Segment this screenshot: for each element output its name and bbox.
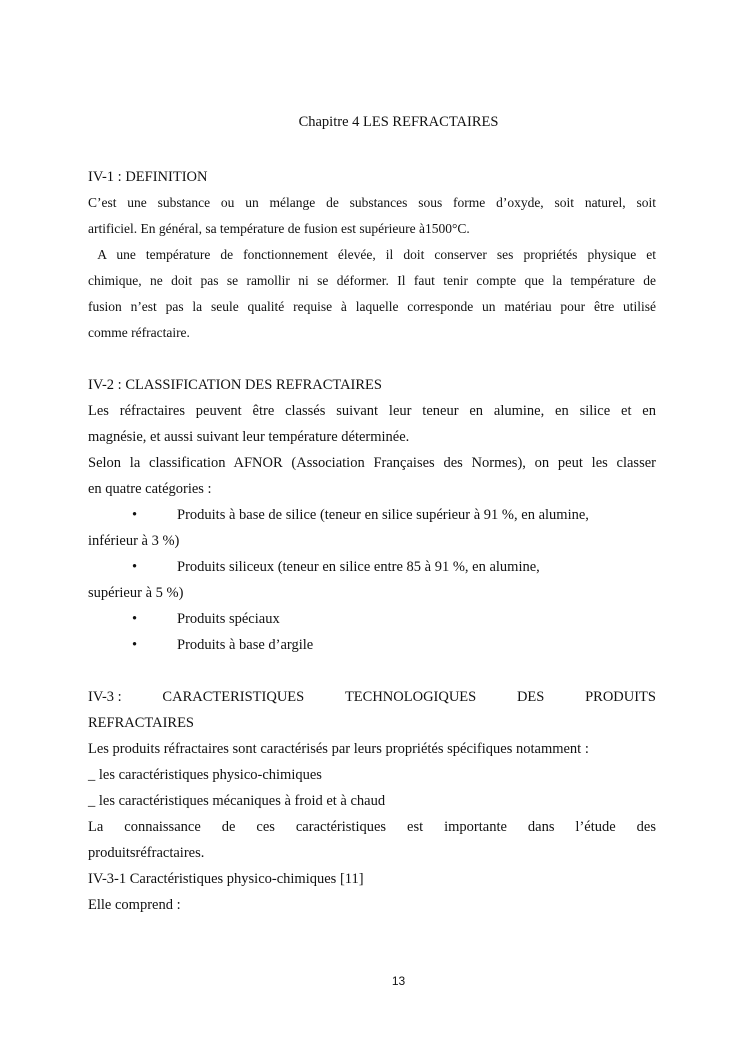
heading-word: DES (516, 689, 545, 705)
iv3-intro: Les produits réfractaires sont caractérisés par leurs propriétés spécifiques notamment : (88, 741, 589, 757)
list-item-text: Produits à base d’argile (177, 637, 314, 653)
bullet-icon: • (132, 559, 138, 575)
list-item-text: Produits spéciaux (177, 611, 280, 627)
list-item (88, 502, 656, 528)
chapter-title: Chapitre 4 LES REFRACTAIRES (298, 114, 499, 130)
spacer (88, 346, 656, 372)
iv1-para1-line2: artificiel. En général, sa température de fusion est supérieure à1500°C. (88, 221, 470, 236)
spacer (88, 658, 656, 684)
iv3-last-line: Elle comprend : (88, 897, 181, 913)
section-heading-iv1: IV-1 : DEFINITION (88, 169, 208, 185)
iv2-para1-line1: Les réfractaires peuvent être classés suivant leur teneur en alumine, en silice et en (88, 403, 656, 419)
iv2-para1-line2: magnésie, et aussi suivant leur température déterminée. (88, 429, 410, 445)
iv3-para-line2: produitsréfractaires. (88, 845, 205, 861)
heading-word: TECHNOLOGIQUES (344, 689, 477, 705)
list-item-continuation: supérieur à 5 %) (88, 585, 184, 601)
iv3-para-line1: La connaissance de ces caractéristiques est importante dans l’étude des (88, 819, 656, 835)
list-item-text: Produits siliceux (teneur en silice entre 85 à 91 %, en alumine, (177, 559, 540, 575)
iv1-para2-line1: A une température de fonctionnement élevée, il doit conserver ses propriétés physique et (88, 247, 656, 262)
iv1-para2-line4: comme réfractaire. (88, 325, 190, 340)
heading-word: IV-3 : (88, 689, 122, 705)
document-body (88, 164, 656, 918)
subsection-heading-iv3-1: IV-3-1 Caractéristiques physico-chimiques [11] (88, 871, 364, 887)
iv1-para2-line2: chimique, ne doit pas se ramollir ni se déformer. Il faut tenir compte que la température de (88, 273, 656, 288)
iv3-item-1: _ les caractéristiques physico-chimiques (88, 767, 322, 783)
list-item (88, 632, 656, 658)
section-heading-iv3 (88, 684, 656, 710)
iv1-para1-line1: C’est une substance ou un mélange de substances sous forme d’oxyde, soit naturel, soit (88, 195, 656, 210)
iv2-para2-line1: Selon la classification AFNOR (Association Françaises des Normes), on peut les classer (88, 455, 656, 471)
list-item (88, 606, 656, 632)
section-heading-iv3-line2: REFRACTAIRES (88, 715, 194, 731)
list-item-text: Produits à base de silice (teneur en silice supérieur à 91 %, en alumine, (177, 507, 589, 523)
bullet-icon: • (132, 507, 138, 523)
section-heading-iv2: IV-2 : CLASSIFICATION DES REFRACTAIRES (88, 377, 382, 393)
heading-word: CARACTERISTIQUES (162, 689, 305, 705)
bullet-icon: • (132, 611, 138, 627)
page-number: 13 (391, 974, 406, 988)
heading-word: PRODUITS (585, 689, 656, 705)
bullet-icon: • (132, 637, 138, 653)
iv1-para2-line3: fusion n’est pas la seule qualité requise à laquelle corresponde un matériau pour être utilisé (88, 299, 656, 314)
list-item-continuation: inférieur à 3 %) (88, 533, 180, 549)
iv2-para2-line2: en quatre catégories : (88, 481, 212, 497)
iv3-item-2: _ les caractéristiques mécaniques à froid et à chaud (88, 793, 386, 809)
list-item (88, 554, 656, 580)
bullet-list (88, 502, 656, 658)
